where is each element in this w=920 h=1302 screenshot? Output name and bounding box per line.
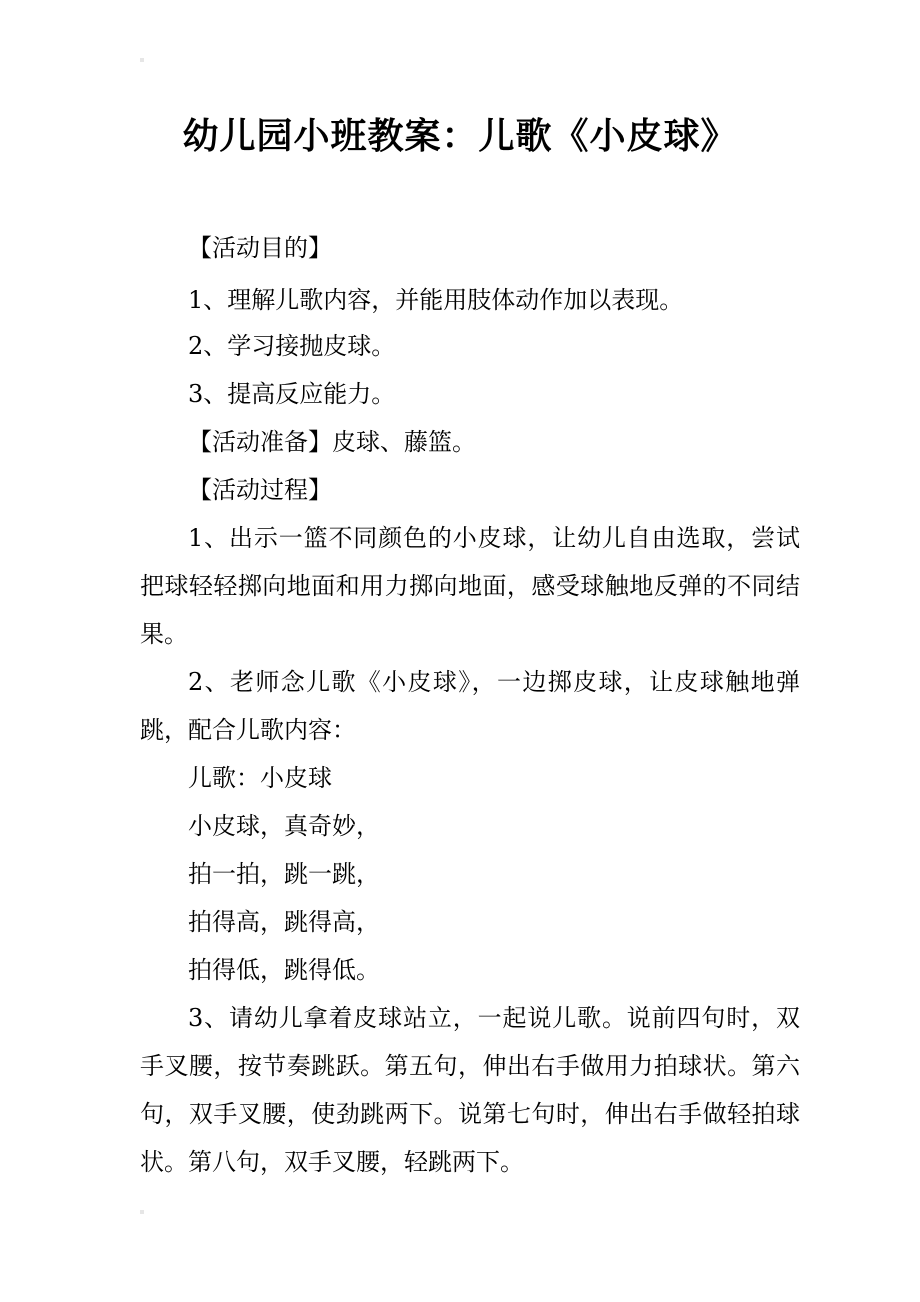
page-title: 幼儿园小班教案：儿歌《小皮球》 <box>182 115 738 157</box>
process-step-2: 2、老师念儿歌《小皮球》，一边掷皮球，让皮球触地弹跳，配合儿歌内容： <box>140 668 800 744</box>
rhyme-title: 儿歌：小皮球 <box>188 764 332 792</box>
section-heading-process: 【活动过程】 <box>188 476 332 504</box>
preparation-line: 【活动准备】皮球、藤篮。 <box>188 428 476 456</box>
goal-item: 3、提高反应能力。 <box>188 380 396 408</box>
rhyme-line: 小皮球，真奇妙， <box>188 812 380 840</box>
rhyme-line: 拍得高，跳得高， <box>188 908 380 936</box>
goal-item: 2、学习接抛皮球。 <box>188 332 396 360</box>
goal-item: 1、理解儿歌内容，并能用肢体动作加以表现。 <box>188 286 684 314</box>
section-heading-goals: 【活动目的】 <box>188 234 332 262</box>
corner-crop-mark <box>140 58 144 62</box>
rhyme-line: 拍一拍，跳一跳， <box>188 860 380 888</box>
process-step-1: 1、出示一篮不同颜色的小皮球，让幼儿自由选取，尝试把球轻轻掷向地面和用力掷向地面，感受球触地反弹的不同结果。 <box>140 524 800 648</box>
rhyme-line: 拍得低，跳得低。 <box>188 956 380 984</box>
corner-crop-mark <box>140 1210 144 1214</box>
process-step-3: 3、请幼儿拿着皮球站立，一起说儿歌。说前四句时，双手叉腰，按节奏跳跃。第五句，伸出右手做用力拍球状。第六句，双手叉腰，使劲跳两下。说第七句时，伸出右手做轻拍球状。第八句，双手叉腰，轻跳两下。 <box>140 1004 800 1176</box>
